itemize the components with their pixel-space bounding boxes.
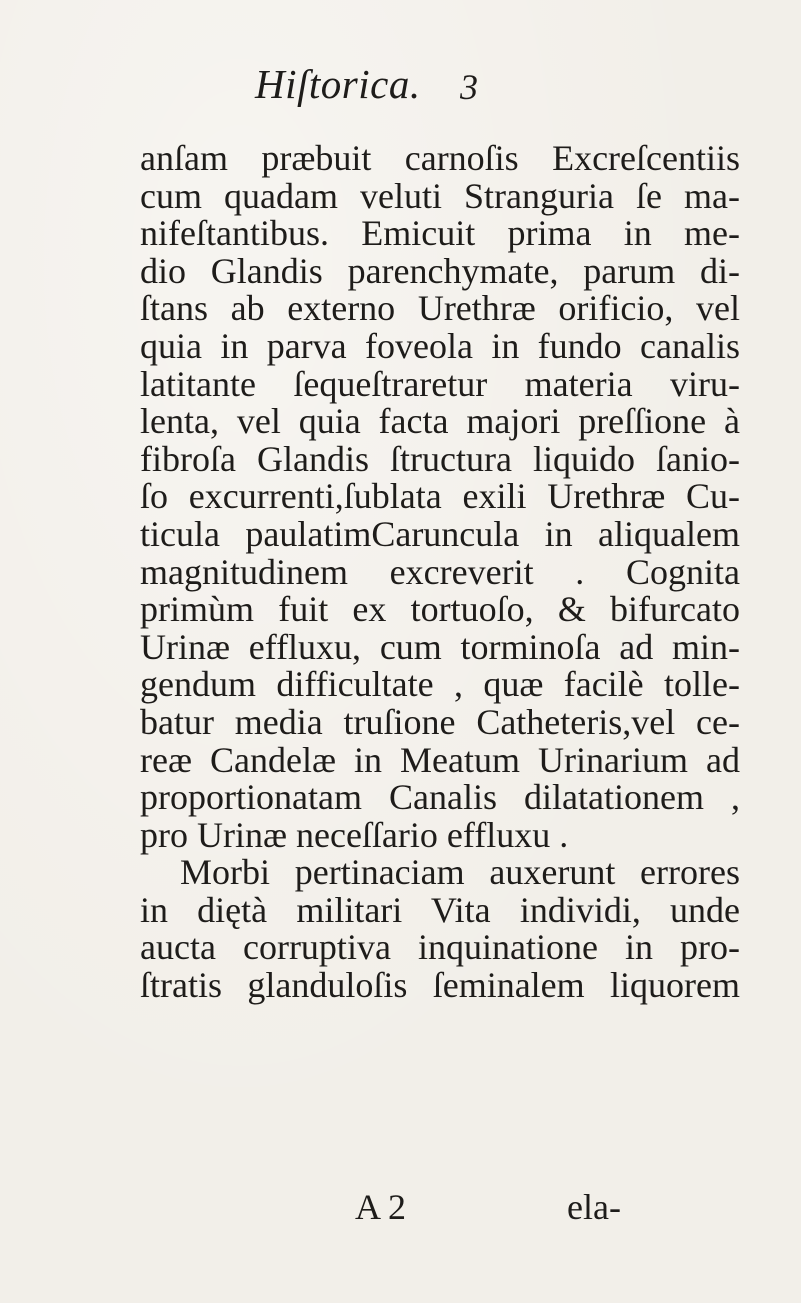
page-header [255,60,595,120]
text-line: magnitudinem excreverit . Cognita [140,551,740,592]
text-line: batur media truſione Catheteris,vel ce- [140,701,740,742]
text-line: lenta, vel quia facta majori preſſione à [140,401,740,442]
text-line: anſam præbuit carnoſis Excreſcentiis [140,138,740,178]
text-line: ſo excurrenti,ſublata exili Urethræ Cu- [140,476,740,517]
text-line: nifeſtantibus. Emicuit prima in me- [140,213,740,254]
text-line: aucta corruptiva inquinatione in pro- [140,927,740,968]
page-footer [140,1186,740,1226]
text-line: ſtratis glanduloſis ſeminalem liquorem [140,965,740,1006]
text-line: proportionatam Canalis dilatationem , [140,777,740,818]
body-text [140,140,740,1005]
text-line: fibroſa Glandis ſtructura liquido ſanio- [140,438,740,479]
running-title: Hiſtorica. [255,61,421,107]
text-line: primùm fuit ex tortuoſo, & bifurcato [140,589,740,630]
text-line: Morbi pertinaciam auxerunt errores [180,852,740,893]
text-line: ticula paulatimCaruncula in aliqualem [140,513,740,554]
text-line: latitante ſequeſtraretur materia viru- [140,363,740,404]
catchword: ela- [567,1187,621,1227]
text-line: ſtans ab externo Urethræ orificio, vel [140,288,740,329]
text-line: cum quadam veluti Stranguria ſe ma- [140,175,740,216]
page-number: 3 [460,67,478,107]
signature-mark: A 2 [355,1187,407,1227]
text-line: gendum difficultate , quæ facilè tolle- [140,664,740,705]
text-line: pro Urinæ neceſſario effluxu . [140,814,569,855]
text-line: dio Glandis parenchymate, parum di- [140,250,740,291]
text-line: in diętà militari Vita individi, unde [140,889,740,930]
text-line: Urinæ effluxu, cum torminoſa ad min- [140,626,740,667]
text-line: quia in parva foveola in fundo canalis [140,325,740,366]
text-line: reæ Candelæ in Meatum Urinarium ad [140,739,740,780]
